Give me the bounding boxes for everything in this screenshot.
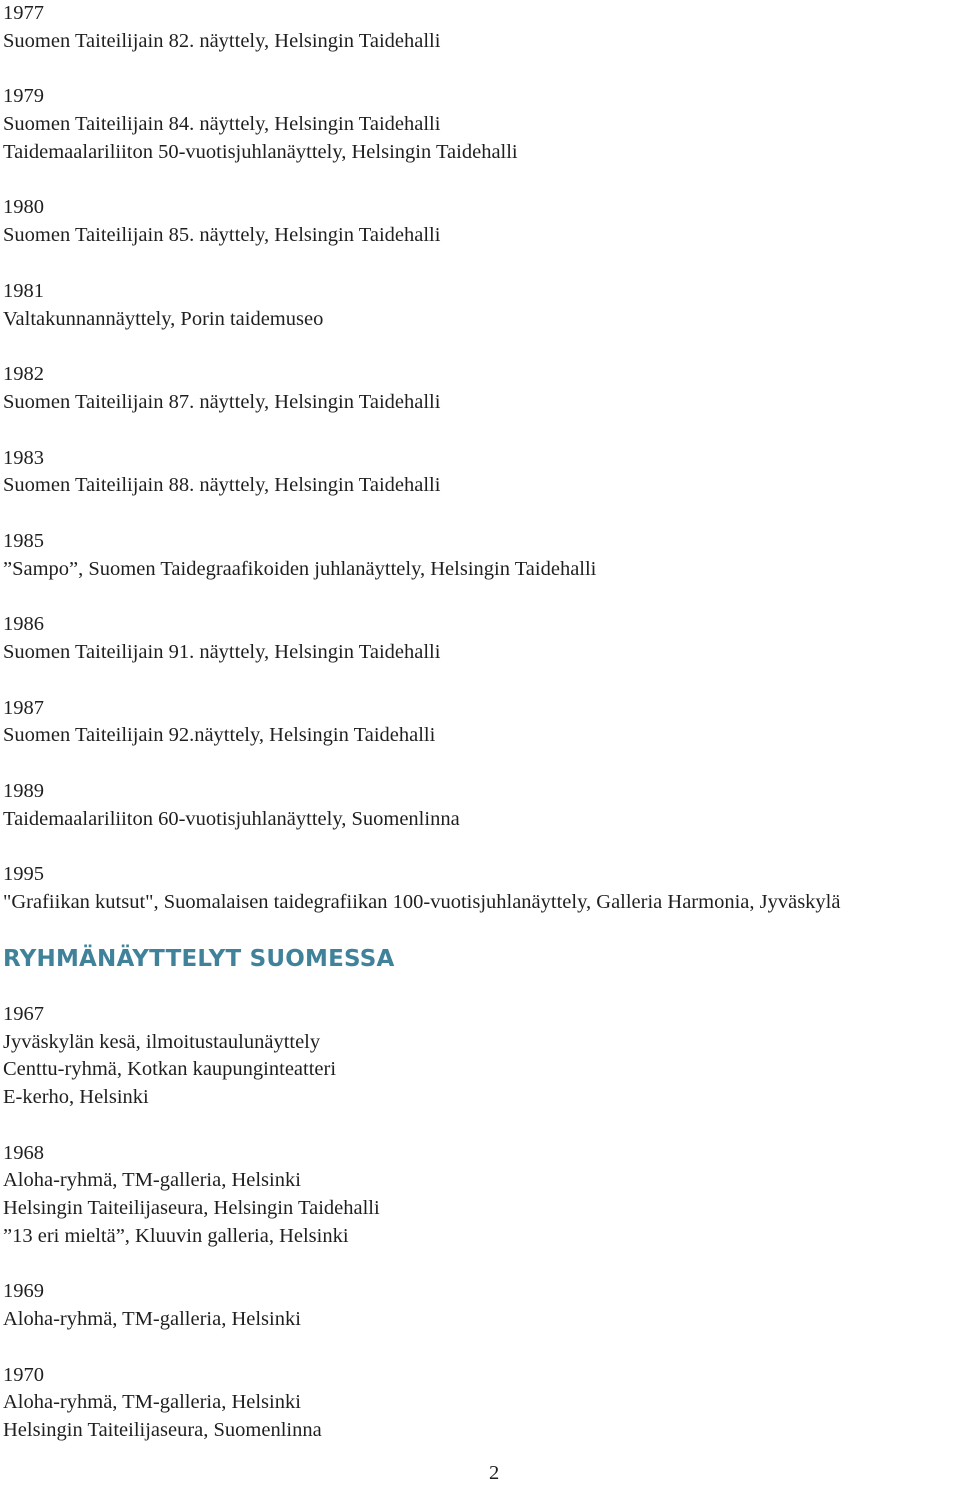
- exhibitions-list: [3, 0, 958, 917]
- year-label: 1985: [3, 529, 44, 552]
- year-label: 1982: [3, 363, 44, 386]
- year-label: 1981: [3, 279, 44, 302]
- year-entry: [3, 1001, 958, 1112]
- exhibition-item: Jyväskylän kesä, ilmoitustaulunäyttely: [3, 1030, 321, 1053]
- exhibition-item: E-kerho, Helsinki: [3, 1085, 149, 1108]
- exhibition-item: Taidemaalariliiton 50-vuotisjuhlanäyttely, Helsingin Taidehalli: [3, 140, 518, 163]
- exhibition-item: ”Sampo”, Suomen Taidegraafikoiden juhlanäyttely, Helsingin Taidehalli: [3, 557, 597, 580]
- year-label: 1980: [3, 196, 44, 219]
- exhibition-item: Suomen Taiteilijain 87. näyttely, Helsingin Taidehalli: [3, 390, 441, 413]
- section-heading: RYHMÄNÄYTTELYT SUOMESSA: [3, 945, 395, 972]
- exhibition-item: Valtakunnannäyttely, Porin taidemuseo: [3, 307, 324, 330]
- exhibition-item: Taidemaalariliiton 60-vuotisjuhlanäyttely, Suomenlinna: [3, 807, 460, 830]
- exhibition-item: Centtu-ryhmä, Kotkan kaupunginteatteri: [3, 1058, 337, 1081]
- exhibition-item: Helsingin Taiteilijaseura, Helsingin Taidehalli: [3, 1196, 380, 1219]
- exhibition-item: Suomen Taiteilijain 88. näyttely, Helsingin Taidehalli: [3, 474, 441, 497]
- year-label: 1967: [3, 1002, 44, 1025]
- year-entry: [3, 361, 958, 416]
- exhibition-item: Suomen Taiteilijain 84. näyttely, Helsingin Taidehalli: [3, 113, 441, 136]
- year-label: 1983: [3, 446, 44, 469]
- year-entry: [3, 1140, 958, 1251]
- year-entry: [3, 1362, 958, 1445]
- year-label: 1979: [3, 85, 44, 108]
- exhibition-item: Aloha-ryhmä, TM-galleria, Helsinki: [3, 1391, 301, 1414]
- year-entry: [3, 278, 958, 333]
- year-entry: [3, 0, 958, 55]
- year-label: 1987: [3, 696, 44, 719]
- year-label: 1977: [3, 2, 44, 24]
- exhibition-item: Suomen Taiteilijain 85. näyttely, Helsingin Taidehalli: [3, 224, 441, 247]
- exhibition-item: Suomen Taiteilijain 92.näyttely, Helsingin Taidehalli: [3, 724, 436, 747]
- year-entry: [3, 445, 958, 500]
- year-entry: [3, 1278, 958, 1333]
- exhibition-item: Helsingin Taiteilijaseura, Suomenlinna: [3, 1419, 322, 1442]
- year-label: 1995: [3, 863, 44, 886]
- year-entry: [3, 83, 958, 166]
- exhibition-item: ”13 eri mieltä”, Kluuvin galleria, Helsinki: [3, 1224, 349, 1247]
- year-entry: [3, 695, 958, 750]
- year-label: 1968: [3, 1141, 44, 1164]
- year-label: 1989: [3, 780, 44, 803]
- document-page: [3, 0, 958, 1473]
- exhibition-item: Suomen Taiteilijain 91. näyttely, Helsingin Taidehalli: [3, 641, 441, 663]
- year-label: 1969: [3, 1280, 44, 1303]
- exhibition-item: Aloha-ryhmä, TM-galleria, Helsinki: [3, 1308, 301, 1330]
- year-entry: [3, 861, 958, 916]
- page-number: 2: [489, 1462, 500, 1484]
- exhibition-item: "Grafiikan kutsut", Suomalaisen taidegrafiikan 100-vuotisjuhlanäyttely, Galleria Harmonia, Jyväskylä: [3, 891, 841, 914]
- exhibition-item: Aloha-ryhmä, TM-galleria, Helsinki: [3, 1169, 301, 1192]
- exhibition-item: Suomen Taiteilijain 82. näyttely, Helsingin Taidehalli: [3, 29, 441, 52]
- year-label: 1986: [3, 613, 44, 636]
- year-entry: [3, 611, 958, 666]
- year-entry: [3, 194, 958, 249]
- year-label: 1970: [3, 1363, 44, 1386]
- year-entry: [3, 528, 958, 583]
- group-exhibitions-list: [3, 1001, 958, 1445]
- year-entry: [3, 778, 958, 833]
